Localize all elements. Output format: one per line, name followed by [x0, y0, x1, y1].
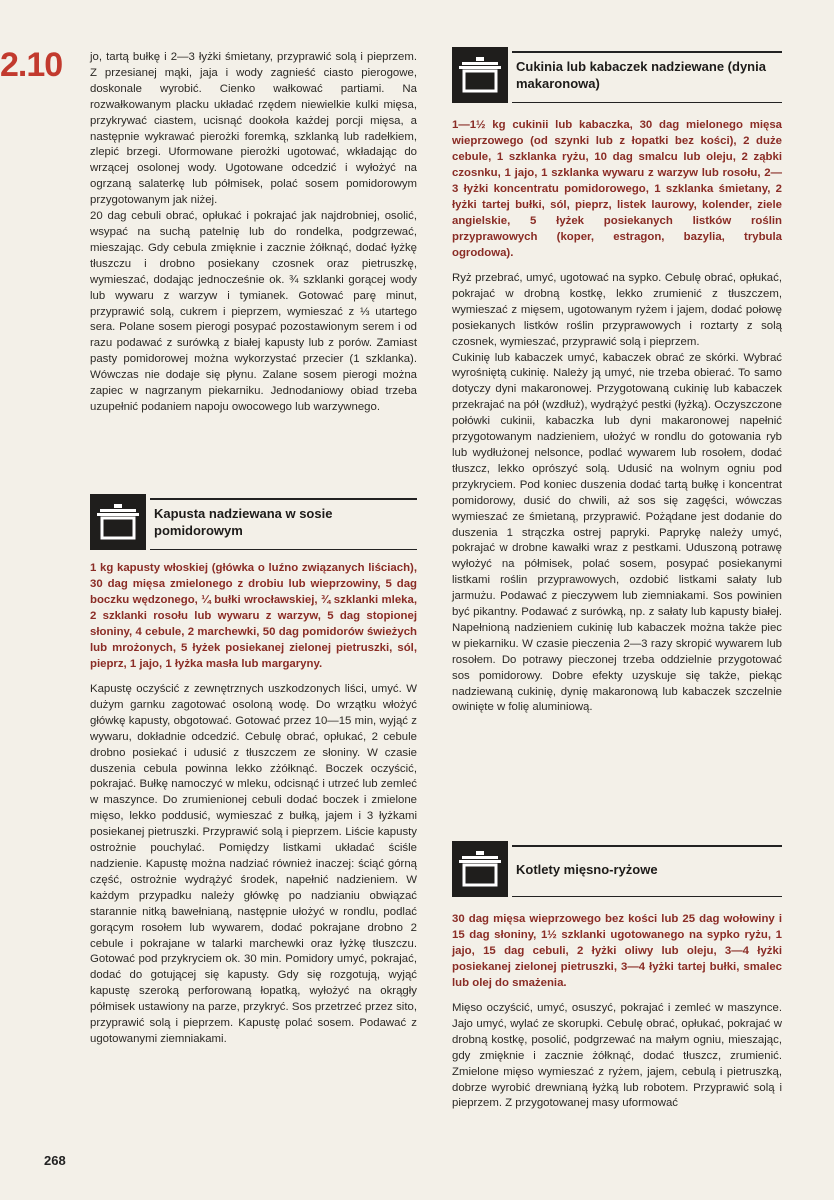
recipe-header [452, 841, 782, 897]
recipe-method: Mięso oczyścić, umyć, osuszyć, pokrajać i zemleć w maszynce. Jajo umyć, wylać ze skorupki. Cebulę obrać, opłukać, pokrajać w drobną kostkę, posolić, podgrzewać na małym ogniu, mieszając, gdy zmięknie i zacznie żółknąć, dodać tłuszcz, zrumienić. Zmielone mięso wymieszać z ryżem, jajem, cebulą i pietruszką, dobrze wyrobić drewnianą łyżką lub robotem. Przyprawić solą i pieprzem. Z przygotowanej masy uformować [452, 1002, 782, 1110]
recipe-title: Kotlety mięsno-ryżowe [516, 862, 658, 877]
recipe-header [90, 494, 417, 550]
pot-icon [458, 849, 502, 889]
pot-badge [452, 47, 508, 103]
pot-badge [90, 494, 146, 550]
recipe-kapusta [90, 494, 417, 1048]
left-column [90, 50, 417, 416]
section-number: 2.10 [0, 46, 63, 84]
recipe-header [452, 47, 782, 103]
recipe-kotlety [452, 841, 782, 1112]
recipe-title: Kapusta nadziewana w sosie pomidorowym [154, 506, 333, 538]
pot-icon [458, 55, 502, 95]
recipe-title: Cukinia lub kabaczek nadziewane (dynia makaronowa) [516, 59, 766, 91]
pot-icon [96, 502, 140, 542]
recipe-cukinia [452, 47, 782, 716]
recipe-ingredients: 30 dag mięsa wieprzowego bez kości lub 25 dag wołowiny i 15 dag słoniny, 1½ szklanki ugotowanego na sypko ryżu, 1 jajo, 15 dag cebuli, 2 łyżki oliwy lub oleju, 3—4 łyżki posiekanej zielonej pietruszki, 3—4 łyżki tartej bułki, smalec lub olej do smażenia. [452, 913, 782, 989]
intro-paragraph: jo, tartą bułkę i 2—3 łyżki śmietany, przyprawić solą i pieprzem. Z przesianej mąki, jaja i wody zagnieść ciasto pierogowe, doskonale wyrobić. Cienko wałkować partiami. Na rozwałkowanym placku układać rzędem niewielkie kulki mięsa, przykrywać ciastem, ucisnąć dookoła każdej porcji mięsa, a następnie wykrawać pierożki foremką, szklanką lub radełkiem, zlepić brzegi. Uformowane pierożki ugotować, wkładając do wrzącej osolonej wody. Ugotowane odcedzić i wyłożyć na ogrzaną salaterkę lub półmisek, polać sosem pomidorowym przygotowanym jak niżej. [90, 51, 417, 207]
recipe-ingredients: 1—1½ kg cukinii lub kabaczka, 30 dag mielonego mięsa wieprzowego (od szynki lub z łopatki bez kości), 2 duże cebule, 1 szklanka ryżu, 10 dag smalcu lub oleju, 2 ząbki czosnku, 1 jajo, 1 szklanka wywaru z warzyw lub rosołu, 2—3 łyżki koncentratu pomidorowego, 1 szklanka śmietany, 2 łyżki tartej bułki, sól, pieprz, listek laurowy, kolender, ziele angielskie, 5 łyżek posiekanych listków roślin przyprawowych (koper, estragon, bazylia, trybula ogrodowa). [452, 119, 782, 259]
recipe-method: Kapustę oczyścić z zewnętrznych uszkodzonych liści, umyć. W dużym garnku zagotować osoloną wodę. Do wrzątku włożyć główkę kapusty, obgotować. Gotować przez 10—15 min, wyjąć z wywaru, dokładnie odcedzić. Cebulę obrać, opłukać, 2 cebule drobno posiekać i udusić z tłuszczem ze słoniny. W czasie duszenia cebula powinna lekko zżółknąć. Boczek oczyścić, pokrajać. Bułkę namoczyć w mleku, odcisnąć i utrzeć lub zemleć w maszynce. Do zrumienionej cebuli dodać boczek i zmielone mięso, lekko poddusić, wymieszać z bułką, jajem i 3 łyżkami posiekanej pietruszki. Przyprawić solą i pieprzem. Liście kapusty ostrożnie pouchylać. Pomiędzy listkami układać ściśle nadzienie. Kapustę można nadziać również inaczej: ściąć górną część, ostrożnie wydrążyć środek, napełnić nadzieniem. W każdym przypadku należy główkę po nadzianiu obwiązać starannie nitką bawełnianą, następnie ułożyć w rondlu, podlać gorącym rosołem lub wywarem, dodać pokrajane drobno 2 cebule i pokrajane w talarki marchewki oraz łyżkę tłuszczu. Gotować pod przykryciem ok. 30 min. Pomidory umyć, pokrajać, dodać do gotującej się kapusty. Gdy się rozgotują, wyjąć kapustę szeroką perforowaną łopatką, wyłożyć na okrągły półmisek ustawiony na parze, przykryć. Sos przetrzeć przez sito, przyprawić solą i pieprzem. Kapustę polać sosem. Podawać z ugotowanymi ziemniakami. [90, 683, 417, 1045]
sauce-paragraph: 20 dag cebuli obrać, opłukać i pokrajać jak najdrobniej, osolić, wsypać na suchą patelnię lub do rondelka, podgrzewać, mieszając. Gdy cebula zmięknie i zacznie żółknąć, dodać łyżkę tłuszczu i drobno posiekany czosnek oraz pietruszkę, wymieszać, dodając jednocześnie ok. ¾ szklanki gorącej wody lub wywaru z warzyw i tymianek. Gotować parę minut, przyprawić solą, cukrem i pieprzem, wymieszać z ⅓ utartego sera. Polane sosem pierogi posypać pozostawionym serem i od razu podawać z surówką z białej kapusty lub z porów. Zamiast pasty pomidorowej można wykorzystać przecier (1 szklanka). Wówczas nie dodaje się płynu. Zalane sosem pierogi można zapiec w nagrzanym piekarniku. Jednodaniowy obiad trzeba uzupełnić podaniem napoju owocowego lub warzywnego. [90, 210, 417, 413]
pot-badge [452, 841, 508, 897]
recipe-method-2: Cukinię lub kabaczek umyć, kabaczek obrać ze skórki. Wybrać wyrośniętą cukinię. Należy ją umyć, nie trzeba obierać. To samo dotyczy dyni makaronowej. Przygotowaną cukinię lub kabaczek przekrajać na pół (wzdłuż), wydrążyć pestki (łyżką). Oczyszczone połówki cukinii, kabaczka lub dyni makaronowej napełnić przygotowanym nadzieniem, ułożyć w rondlu do gotowania ryb lub wydłużonej nelsonce, podlać wywarem lub rosołem, dodać tłuszcz, lekko oprószyć solą. Udusić na wolnym ogniu pod przykryciem. Pod koniec duszenia dodać tartą bułkę i koncentrat pomidorowy, dusić do chwili, aż sos się zagęści, wówczas wymieszać ze śmietaną, przyprawić. Pożądane jest dodanie do duszenia 1 strączka ostrej papryki. Paprykę należy umyć, pokrajać w drobne kawałki wraz z pestkami. Uduszoną potrawę wyłożyć na półmisek, polać sosem, posypać posiekanymi listkami roślin przyprawowych, ozdobić listkami sałaty lub jarmużu. Podawać z pieczywem lub ziemniakami. Sos powinien być pikantny. Podawać z surówką, np. z sałaty lub kapusty białej. Napełnioną nadzieniem cukinię lub kabaczek można także piec w piekarniku. W czasie pieczenia 2—3 razy skropić wywarem lub rosołem. Do potrawy pieczonej trzeba oddzielnie przygotować sos pomidorowy. Dobre efekty uzyskuje się także, piekąc nadziewaną cukinię, dynię makaronową lub kabaczek szczelnie owinięte w folię aluminiową. [452, 351, 782, 714]
page-number: 268 [44, 1153, 66, 1168]
recipe-method-1: Ryż przebrać, umyć, ugotować na sypko. Cebulę obrać, opłukać, pokrajać w drobną kostkę, lekko zrumienić z tłuszczem, wymieszać z mięsem, ugotowanym ryżem i jajem, dodać połowę posiekanych listków roślin przyprawowych i roztarty z solą czosnek, wymieszać, przyprawić solą i pieprzem. [452, 272, 782, 348]
recipe-ingredients: 1 kg kapusty włoskiej (główka o luźno związanych liściach), 30 dag mięsa zmielonego z drobiu lub wieprzowiny, 5 dag boczku wędzonego, ¼ bułki wrocławskiej, ¾ szklanki mleka, 2 szklanki rosołu lub wywaru z warzyw, 5 dag stopionej słoniny, 4 cebule, 2 marchewki, 50 dag pomidorów świeżych lub mrożonych, 5 łyżek posiekanej zielonej pietruszki, sól, pieprz, 1 jajo, 1 łyżka masła lub margaryny. [90, 562, 417, 670]
